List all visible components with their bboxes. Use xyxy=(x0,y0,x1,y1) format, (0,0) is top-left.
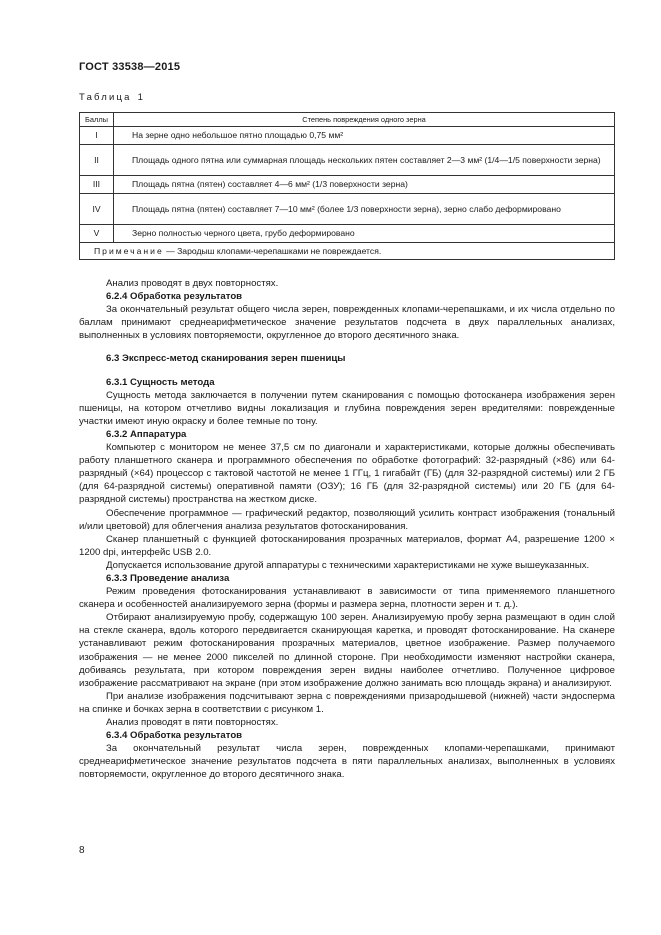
section-heading: 6.3.3 Проведение анализа xyxy=(106,572,230,584)
table-cell-text: Площадь пятна (пятен) составляет 7—10 мм² (более 1/3 поверхности зерна), зерно слабо деформировано xyxy=(132,203,561,214)
table-cell-description xyxy=(114,145,615,176)
paragraph: Режим проведения фотосканирования устанавливают в зависимости от типа применяемого планшетного сканера и особенностей анализируемого зерна (формы и размера зерна, плотности зерен и т. д.). xyxy=(79,586,615,611)
table-cell-description xyxy=(114,127,615,145)
section-heading: 6.3.1 Сущность метода xyxy=(106,376,215,388)
paragraph: Сущность метода заключается в получении путем сканирования с помощью фотосканера изображения зерен пшеницы, на котором отчетливо видны локализация и глубина повреждения зерен вредителями: поврежденные участки имеют иную окраску и более темные по тону. xyxy=(79,389,615,427)
table-cell-text: На зерне одно небольшое пятно площадью 0,75 мм² xyxy=(132,130,344,140)
table-header-description: Степень повреждения одного зерна xyxy=(114,113,615,127)
paragraph: Анализ проводят в двух повторностях. xyxy=(106,278,279,289)
table-row xyxy=(80,225,615,243)
table-row xyxy=(80,176,615,194)
paragraph: Анализ проводят в пяти повторностях. xyxy=(106,717,279,728)
table-cell-grade: III xyxy=(80,176,114,194)
paragraph: Сканер планшетный с функцией фотосканирования прозрачных материалов, формат А4, разрешение 1200 × 1200 dpi, интерфейс USB 2.0. xyxy=(79,533,615,558)
document-header: ГОСТ 33538—2015 xyxy=(79,61,181,73)
table-cell-description xyxy=(114,225,615,243)
table-note-row xyxy=(80,243,615,260)
table-header-row xyxy=(80,113,615,127)
table-header-grade: Баллы xyxy=(80,113,114,127)
table-cell-grade: II xyxy=(80,145,114,176)
table-cell-grade: IV xyxy=(80,194,114,225)
paragraph: За окончательный результат числа зерен, поврежденных клопами-черепашками, принимают среднеарифметическое значение результатов подсчета в пяти параллельных анализах, выполненных в условиях повторяемости, округленное до второго десятичного знака. xyxy=(79,743,615,781)
table-row xyxy=(80,127,615,145)
table-note-word: Примечание xyxy=(94,245,164,256)
section-heading: 6.3.4 Обработка результатов xyxy=(106,730,243,742)
section-heading: 6.3 Экспресс-метод сканирования зерен пшеницы xyxy=(106,353,346,365)
section-heading: 6.3.2 Аппаратура xyxy=(106,428,187,440)
table-cell-description xyxy=(114,194,615,225)
paragraph: При анализе изображения подсчитывают зерна с повреждениями призародышевой (нижней) части эндосперма на спинке и бочках зерна в соответствии с рисунком 1. xyxy=(79,690,615,715)
page-number: 8 xyxy=(79,845,85,856)
damage-grade-table xyxy=(79,112,615,260)
table-caption xyxy=(79,92,143,103)
paragraph: Допускается использование другой аппаратуры с техническими характеристиками не хуже вышеуказанных. xyxy=(106,559,590,571)
table-note xyxy=(80,243,615,260)
table-row xyxy=(80,194,615,225)
paragraph: Отбирают анализируемую пробу, содержащую 100 зерен. Анализируемую пробу зерна размещают в один слой на стекле сканера, вдоль которого передвигается сканирующая каретка, и проводят фотосканирование. На сканере устанавливают режим фотосканирования прозрачных материалов, цветное изображение. Размер получаемого изображения — не менее 2000 пикселей по длинной стороне. При необходимости изменяют настройки сканера, добиваясь результата, при котором повреждения зерен видны наиболее отчетливо. Полученное цифровое изображение рассматривают на экране (при этом изображение должно занимать всю площадь экрана) и анализируют. xyxy=(79,612,615,689)
table-caption-word: Таблица xyxy=(79,92,132,103)
table-cell-text: Зерно полностью черного цвета, грубо деформировано xyxy=(132,228,355,238)
table-caption-number: 1 xyxy=(137,92,143,103)
paragraph-gap xyxy=(79,366,615,376)
section-heading: 6.2.4 Обработка результатов xyxy=(106,291,243,303)
paragraph: За окончательный результат общего числа зерен, поврежденных клопами-черепашками, и их числа отдельно по баллам принимают среднеарифметическое значение результатов подсчета в двух параллельных анализах, выполненных в условиях повторяемости, округленное до второго десятичного знака. xyxy=(79,304,615,342)
table-row xyxy=(80,145,615,176)
table-cell-description xyxy=(114,176,615,194)
paragraph-gap xyxy=(79,342,615,352)
table-cell-text: Площадь пятна (пятен) составляет 4—6 мм² (1/3 поверхности зерна) xyxy=(132,179,408,189)
table-cell-grade: V xyxy=(80,225,114,243)
paragraph: Компьютер с монитором не менее 37,5 см по диагонали и характеристиками, которые должны обеспечивать работу планшетного сканера и программного обеспечения по обработке фотографий: 32-разрядный (×86) или 64-разрядный (×64) процессор с тактовой частотой не менее 1 ГГц, 1 гигабайт (ГБ) (для 32-разрядной системы) или 2 ГБ (для 64-разрядной системы) оперативной памяти (ОЗУ); 16 ГБ (для 32-разрядной системы) или 20 ГБ (для 64-разрядной системы) пространства на жестком диске. xyxy=(79,442,615,506)
table-cell-grade: I xyxy=(80,127,114,145)
table-cell-text: Площадь одного пятна или суммарная площадь нескольких пятен составляет 2—3 мм² (1/4—1/5 поверхности зерна) xyxy=(132,154,601,165)
paragraph: Обеспечение программное — графический редактор, позволяющий усилить контраст изображения (тональный и/или цветовой) для облегчения анализа результатов фотосканирования. xyxy=(79,507,615,532)
document-body xyxy=(79,277,615,781)
table-note-text: — Зародыш клопами-черепашками не повреждается. xyxy=(163,245,382,256)
